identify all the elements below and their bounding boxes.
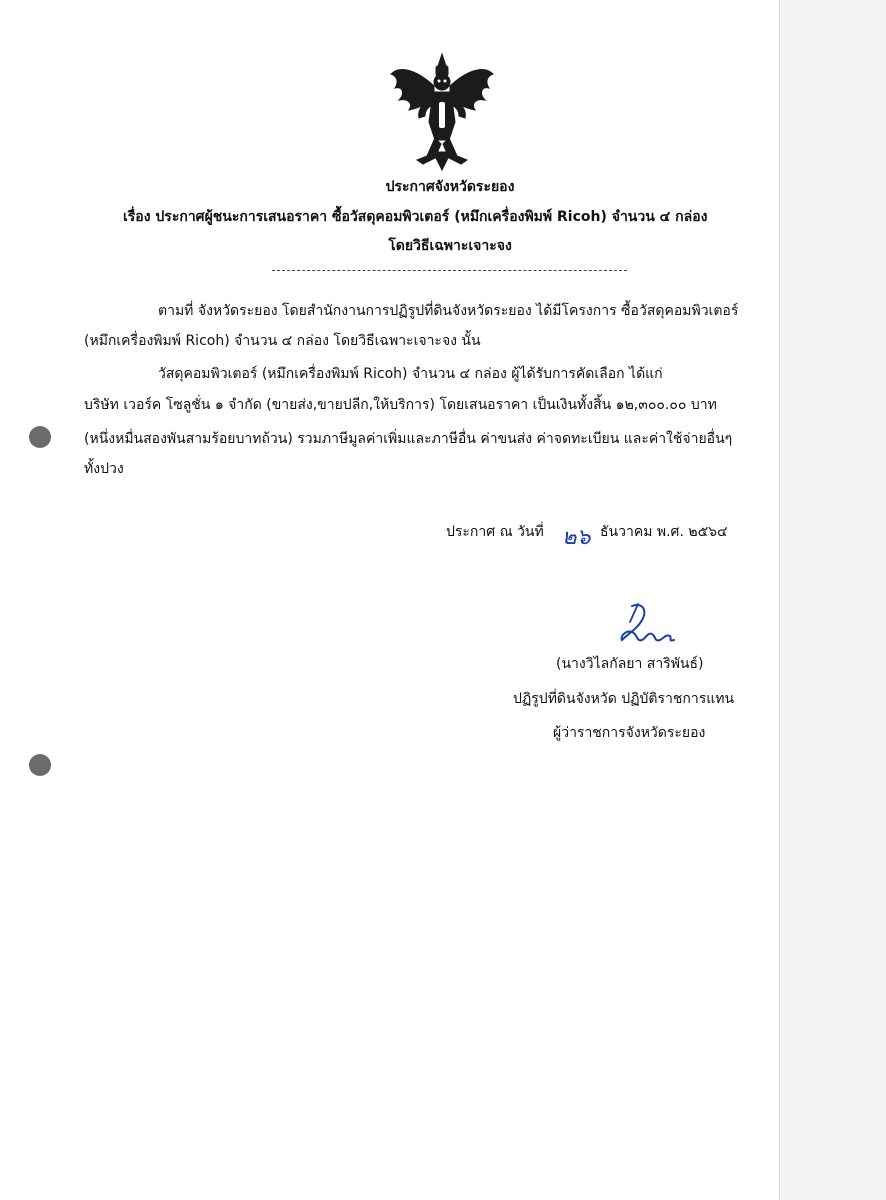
- signatory-position: ปฏิรูปที่ดินจังหวัด ปฏิบัติราชการแทน: [513, 691, 735, 707]
- separator-line: [272, 270, 627, 271]
- punch-hole: [29, 426, 51, 448]
- body-line: (หนึ่งหมื่นสองพันสามร้อยบาทถ้วน) รวมภาษีมูลค่าเพิ่มและภาษีอื่น ค่าขนส่ง ค่าจดทะเบียน และค่าใช้จ่ายอื่นๆ: [84, 431, 733, 447]
- date-suffix: ธันวาคม พ.ศ. ๒๕๖๔: [600, 524, 728, 540]
- announcement-method: โดยวิธีเฉพาะเจาะจง: [388, 238, 512, 254]
- announcement-title: ประกาศจังหวัดระยอง: [385, 179, 515, 195]
- signature-image: [612, 600, 682, 648]
- date-prefix: ประกาศ ณ วันที่: [446, 524, 544, 540]
- handwritten-day: ๒๖: [562, 525, 591, 550]
- body-line: บริษัท เวอร์ค โซลูชั่น ๑ จำกัด (ขายส่ง,ขายปลีก,ให้บริการ) โดยเสนอราคา เป็นเงินทั้งสิ้น ๑๒,๓๐๐.๐๐ บาท: [84, 397, 717, 413]
- signatory-position: ผู้ว่าราชการจังหวัดระยอง: [553, 725, 706, 741]
- garuda-emblem-icon: [389, 52, 495, 172]
- page-edge: [779, 0, 886, 1200]
- announcement-subject: เรื่อง ประกาศผู้ชนะการเสนอราคา ซื้อวัสดุคอมพิวเตอร์ (หมึกเครื่องพิมพ์ Ricoh) จำนวน ๔ กล่อง: [123, 209, 708, 225]
- body-line: วัสดุคอมพิวเตอร์ (หมึกเครื่องพิมพ์ Ricoh) จำนวน ๔ กล่อง ผู้ได้รับการคัดเลือก ได้แก่: [158, 366, 663, 382]
- punch-hole: [29, 754, 51, 776]
- body-line: ทั้งปวง: [84, 461, 124, 477]
- body-line: (หมึกเครื่องพิมพ์ Ricoh) จำนวน ๔ กล่อง โดยวิธีเฉพาะเจาะจง นั้น: [84, 333, 481, 349]
- signatory-name: (นางวิไลกัลยา สาริพันธ์): [556, 656, 704, 672]
- body-line: ตามที่ จังหวัดระยอง โดยสำนักงานการปฏิรูปที่ดินจังหวัดระยอง ได้มีโครงการ ซื้อวัสดุคอมพิวเตอร์: [158, 303, 739, 319]
